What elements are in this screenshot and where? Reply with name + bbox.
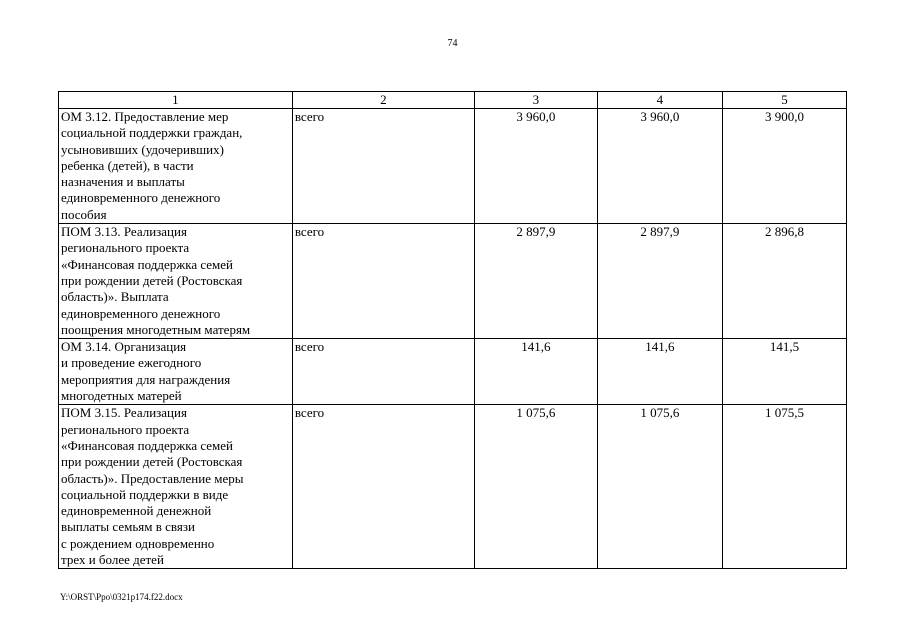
program-funding-table: [58, 91, 847, 569]
header-col-1: 1: [59, 92, 293, 109]
description-line: трех и более детей: [61, 552, 164, 568]
header-col-4: 4: [597, 92, 722, 109]
description-line: ОМ 3.14. Организация: [61, 339, 187, 355]
activity-description: [59, 109, 293, 224]
value-col-4: 2 897,9: [597, 224, 722, 339]
value-col-4: 1 075,6: [597, 405, 722, 569]
funding-source: всего: [292, 405, 474, 569]
value-col-5: 3 900,0: [722, 109, 846, 224]
description-line: область)». Предоставление меры: [61, 470, 244, 486]
description-line: регионального проекта: [61, 240, 190, 256]
description-line: пособия: [61, 206, 107, 222]
description-line: ОМ 3.12. Предоставление мер: [61, 109, 229, 124]
value-col-3: 141,6: [474, 339, 597, 405]
description-line: социальной поддержки граждан,: [61, 125, 243, 141]
table-row: [59, 224, 847, 339]
header-col-5: 5: [722, 92, 846, 109]
description-line: «Финансовая поддержка семей: [61, 256, 234, 272]
table-row: [59, 405, 847, 569]
funding-source: всего: [292, 339, 474, 405]
funding-source: всего: [292, 109, 474, 224]
document-file-path: Y:\ORST\Ppo\0321p174.f22.docx: [60, 592, 183, 602]
header-col-2: 2: [292, 92, 474, 109]
table-row: [59, 109, 847, 224]
description-line: выплаты семьям в связи: [61, 519, 195, 535]
description-line: при рождении детей (Ростовская: [61, 454, 243, 470]
activity-description: [59, 224, 293, 339]
value-col-3: 2 897,9: [474, 224, 597, 339]
funding-source: всего: [292, 224, 474, 339]
description-line: единовременного денежного: [61, 190, 221, 206]
description-line: мероприятия для награждения: [61, 371, 231, 387]
description-line: усыновивших (удочеривших): [61, 141, 224, 157]
description-line: единовременного денежного: [61, 305, 221, 321]
value-col-3: 3 960,0: [474, 109, 597, 224]
description-line: ребенка (детей), в части: [61, 157, 194, 173]
value-col-5: 2 896,8: [722, 224, 846, 339]
value-col-3: 1 075,6: [474, 405, 597, 569]
header-col-3: 3: [474, 92, 597, 109]
description-line: назначения и выплаты: [61, 174, 185, 190]
description-line: поощрения многодетным матерям: [61, 321, 251, 337]
value-col-4: 141,6: [597, 339, 722, 405]
description-line: область)». Выплата: [61, 289, 169, 305]
description-line: и проведение ежегодного: [61, 355, 202, 371]
description-line: «Финансовая поддержка семей: [61, 437, 234, 453]
value-col-5: 141,5: [722, 339, 846, 405]
description-line: единовременной денежной: [61, 503, 212, 519]
activity-description: [59, 405, 293, 569]
value-col-5: 1 075,5: [722, 405, 846, 569]
description-line: с рождением одновременно: [61, 535, 215, 551]
description-line: при рождении детей (Ростовская: [61, 272, 243, 288]
table-row: [59, 339, 847, 405]
description-line: многодетных матерей: [61, 388, 182, 404]
value-col-4: 3 960,0: [597, 109, 722, 224]
page-number: 74: [447, 38, 458, 49]
activity-description: [59, 339, 293, 405]
description-line: социальной поддержки в виде: [61, 486, 229, 502]
table-header-row: [59, 92, 847, 109]
description-line: ПОМ 3.13. Реализация: [61, 224, 187, 240]
description-line: регионального проекта: [61, 421, 190, 437]
description-line: ПОМ 3.15. Реализация: [61, 405, 187, 421]
